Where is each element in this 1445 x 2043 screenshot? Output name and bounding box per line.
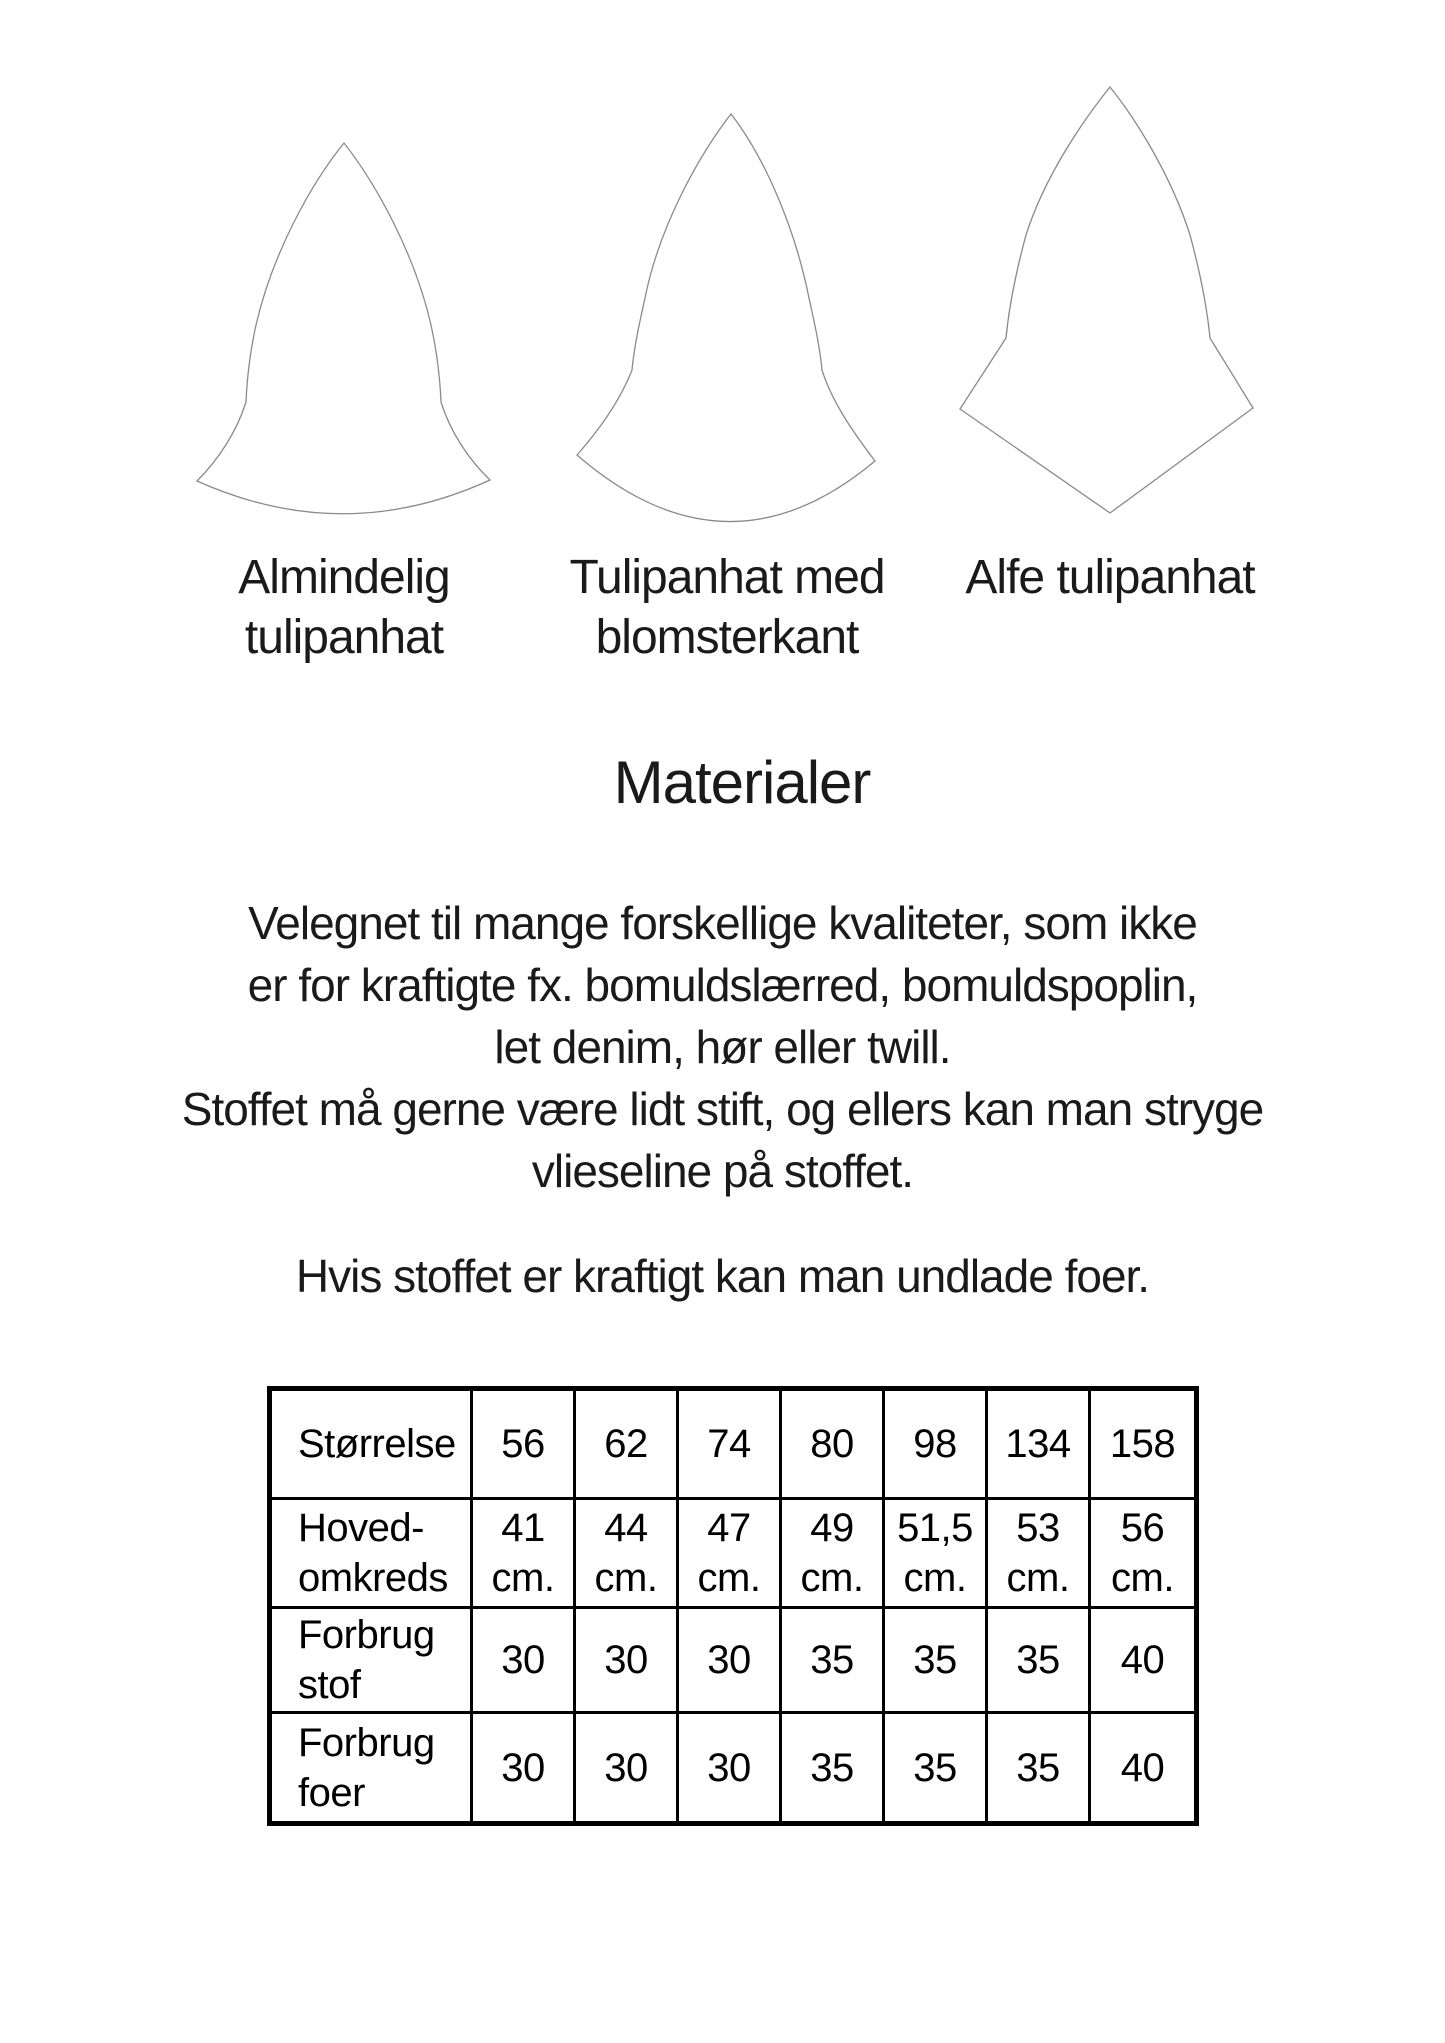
table-cell [473,1609,576,1714]
cell-line: 158 [1109,1422,1176,1466]
cell-line: cm. [1111,1556,1174,1600]
paragraph-line: Velegnet til mange forskellige kvaliteter, som ikke [248,897,1197,949]
cell-line: cm. [697,1556,761,1600]
paragraph-line: Stoffet må gerne være lidt stift, og ellers kan man stryge [181,1083,1264,1135]
cell-line: 35 [1016,1638,1060,1682]
table-cell [679,1391,782,1500]
cell-line: Forbrug [298,1613,435,1657]
materials-heading: Materialer [613,749,871,816]
table-cell [1091,1609,1194,1714]
hat-label-line: tulipanhat [244,611,444,664]
hat-outline-tulipanhat-med-blomsterkant [577,114,875,522]
table-cell [782,1500,885,1609]
cell-line: Forbrug [298,1720,435,1765]
table-cell [679,1609,782,1714]
table-cell [473,1714,576,1821]
table-cell [782,1714,885,1821]
table-cell [1091,1714,1194,1821]
cell-line: foer [298,1770,365,1815]
table-cell [1091,1500,1194,1609]
table-cell [679,1714,782,1821]
paragraph-line: let denim, hør eller twill. [494,1021,951,1073]
paragraph-line: Hvis stoffet er kraftigt kan man undlade foer. [295,1250,1150,1302]
cell-line: 35 [913,1638,957,1682]
table-cell [885,1391,988,1500]
cell-line: omkreds [298,1556,448,1600]
cell-line: 51,5 [897,1506,973,1550]
cell-line: 35 [810,1638,854,1682]
table-cell [782,1609,885,1714]
cell-line: 49 [810,1506,854,1550]
paragraph-line: er for kraftigte fx. bomuldslærred, bomuldspoplin, [247,959,1198,1011]
cell-line: 40 [1120,1745,1165,1790]
cell-line: Størrelse [298,1422,456,1466]
hat-outline-almindelig-tulipanhat [197,143,490,514]
cell-line: 30 [604,1638,648,1682]
table-cell [576,1714,679,1821]
table-cell [988,1500,1091,1609]
table-cell [576,1391,679,1500]
cell-line: stof [298,1663,361,1707]
cell-line: Hoved- [298,1506,424,1550]
table-cell [576,1609,679,1714]
cell-line: 44 [604,1506,648,1550]
cell-line: 62 [604,1422,648,1466]
table-cell [679,1500,782,1609]
table-cell [988,1391,1091,1500]
cell-line: 30 [604,1745,648,1790]
fabric-advice-paragraph [0,892,1445,1202]
cell-line: cm. [1006,1556,1070,1600]
hat-label-line: Alfe tulipanhat [965,551,1255,604]
cell-line: 35 [810,1745,854,1790]
cell-line: 56 [501,1422,545,1466]
cell-line: 35 [1016,1745,1060,1790]
cell-line: 134 [1005,1422,1071,1466]
cell-line: 53 [1016,1506,1060,1550]
cell-line: 80 [810,1422,854,1466]
table-cell [1091,1391,1194,1500]
cell-line: 98 [913,1422,957,1466]
cell-line: 30 [501,1745,545,1790]
table-row-label-lining-usage [272,1714,473,1821]
cell-line: 40 [1120,1638,1165,1682]
cell-line: cm. [594,1556,658,1600]
hat-label-line: Tulipanhat med [569,551,885,604]
table-cell [988,1714,1091,1821]
hat-label-line: blomsterkant [595,611,859,664]
table-row-label-size [272,1391,473,1500]
table-cell [782,1391,885,1500]
hat-outline-alfe-tulipanhat [960,87,1253,513]
cell-line: 35 [913,1745,957,1790]
hat-label-tulipanhat-med-blomsterkant [569,548,884,668]
paragraph-line: vlieseline på stoffet. [531,1145,914,1197]
table-cell [473,1500,576,1609]
cell-line: 41 [501,1506,545,1550]
table-row-label-head-circumference [272,1500,473,1609]
cell-line: cm. [491,1556,555,1600]
hat-label-alfe-tulipanhat [965,548,1254,608]
table-cell [885,1714,988,1821]
table-cell [885,1609,988,1714]
cell-line: 30 [707,1638,751,1682]
table-cell [988,1609,1091,1714]
cell-line: cm. [800,1556,864,1600]
cell-line: 30 [501,1638,545,1682]
hat-label-almindelig-tulipanhat [238,548,449,668]
cell-line: 56 [1120,1506,1165,1550]
table-cell [473,1391,576,1500]
lining-advice-paragraph [0,1245,1445,1307]
table-row-label-fabric-usage [272,1609,473,1714]
cell-line: 47 [707,1506,751,1550]
table-cell [576,1500,679,1609]
cell-line: cm. [903,1556,967,1600]
hat-label-line: Almindelig [238,551,450,604]
cell-line: 74 [707,1422,751,1466]
size-table [267,1386,1199,1826]
table-cell [885,1500,988,1609]
cell-line: 30 [707,1745,751,1790]
